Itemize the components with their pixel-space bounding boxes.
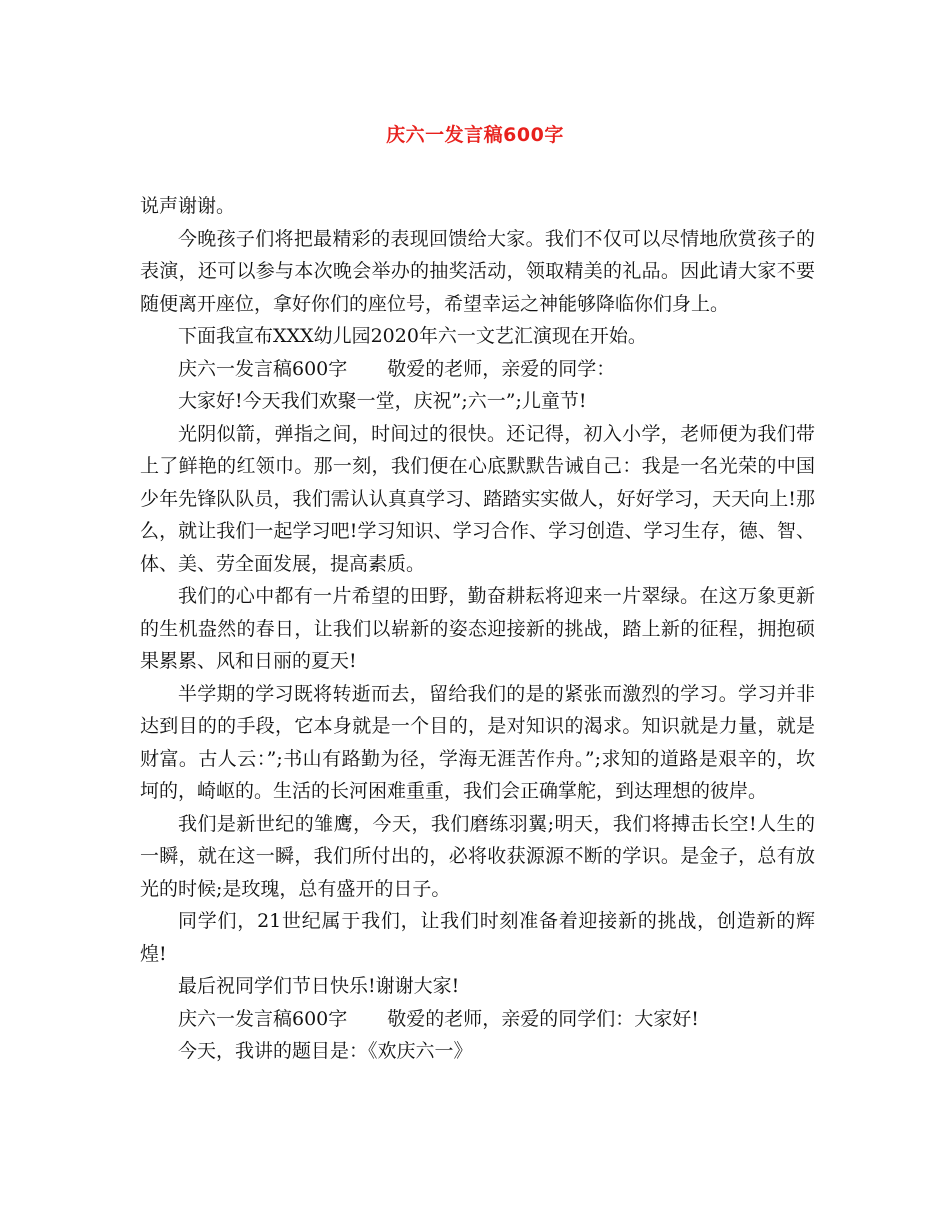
paragraph: 同学们，21世纪属于我们，让我们时刻准备着迎接新的挑战，创造新的辉煌!: [140, 910, 815, 965]
inline-heading: 庆六一发言稿600字: [178, 357, 348, 380]
salutation: 敬爱的老师，亲爱的同学：: [387, 357, 616, 380]
paragraph: 最后祝同学们节日快乐!谢谢大家!: [178, 975, 460, 997]
document-body: [140, 190, 815, 1068]
paragraph: [140, 1003, 815, 1036]
paragraph: 今天，我讲的题目是：《欢庆六一》: [178, 1040, 473, 1062]
paragraph: 今晚孩子们将把最精彩的表现回馈给大家。我们不仅可以尽情地欣赏孩子的表演，还可以参与本次晚会举办的抽奖活动，领取精美的礼品。因此请大家不要随便离开座位，拿好你们的座位号，希望幸运之神能够降临你们身上。: [140, 227, 815, 315]
paragraph: 下面我宣布XXX幼儿园2020年六一文艺汇演现在开始。: [178, 325, 647, 347]
salutation: 敬爱的老师，亲爱的同学们：大家好!: [387, 1007, 699, 1030]
paragraph: 我们是新世纪的雏鹰，今天，我们磨练羽翼;明天，我们将搏击长空!人生的一瞬，就在这一瞬，我们所付出的，必将收获源源不断的学识。是金子，总有放光的时候;是玫瑰，总有盛开的日子。: [140, 812, 815, 900]
paragraph: 大家好!今天我们欢聚一堂，庆祝”;六一”;儿童节!: [178, 390, 587, 412]
inline-heading: 庆六一发言稿600字: [178, 1007, 348, 1030]
paragraph: 说声谢谢。: [140, 195, 236, 217]
paragraph: [140, 353, 815, 386]
paragraph: 我们的心中都有一片希望的田野，勤奋耕耘将迎来一片翠绿。在这万象更新的生机盎然的春日，让我们以崭新的姿态迎接新的挑战，踏上新的征程，拥抱硕果累累、风和日丽的夏天!: [140, 585, 815, 672]
paragraph: 光阴似箭，弹指之间，时间过的很快。还记得，初入小学，老师便为我们带上了鲜艳的红领巾。那一刻，我们便在心底默默告诫自己：我是一名光荣的中国少年先锋队队员，我们需认认真真学习、踏踏实实做人，好好学习，天天向上!那么，就让我们一起学习吧!学习知识、学习合作、学习创造、学习生存，德、智、体、美、劳全面发展，提高素质。: [140, 422, 815, 575]
document-title: 庆六一发言稿600字: [386, 124, 564, 146]
paragraph: 半学期的学习既将转逝而去，留给我们的是的紧张而激烈的学习。学习并非达到目的的手段，它本身就是一个目的，是对知识的渴求。知识就是力量，就是财富。古人云：”;书山有路勤为径，学海无涯苦作舟。”;求知的道路是艰辛的，坎坷的，崎岖的。生活的长河困难重重，我们会正确掌舵，到达理想的彼岸。: [140, 682, 815, 802]
